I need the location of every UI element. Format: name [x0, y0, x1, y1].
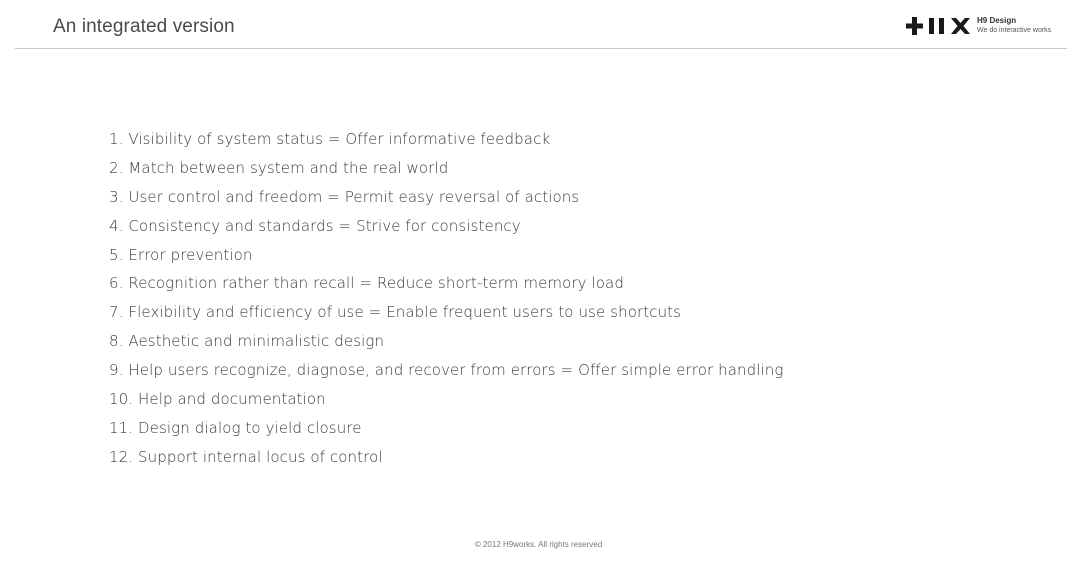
list-item: 8. Aesthetic and minimalistic design — [109, 332, 385, 351]
logo-mark-icon — [906, 17, 970, 35]
list-item: 5. Error prevention — [109, 245, 253, 264]
list-item: 11. Design dialog to yield closure — [109, 418, 362, 437]
list-item: 9. Help users recognize, diagnose, and recover from errors = Offer simple error handling — [109, 361, 784, 380]
list-item: 12. Support internal locus of control — [109, 447, 383, 466]
list-item: 6. Recognition rather than recall = Reduce short-term memory load — [109, 274, 624, 293]
list-item: 4. Consistency and standards = Strive for consistency — [109, 216, 521, 235]
list-item: 3. User control and freedom = Permit easy reversal of actions — [109, 187, 580, 206]
page-title: An integrated version — [53, 16, 235, 37]
principles-list — [109, 127, 784, 474]
header-divider — [15, 48, 1067, 49]
list-item: 1. Visibility of system status = Offer informative feedback — [109, 130, 551, 148]
logo-tagline: We do interactive works — [977, 27, 1052, 34]
list-item: 7. Flexibility and efficiency of use = Enable frequent users to use shortcuts — [109, 303, 682, 322]
copyright-footer: © 2012 H9works. All rights reserved — [474, 540, 603, 549]
list-item: 2. Match between system and the real world — [109, 158, 449, 177]
company-logo — [906, 14, 1066, 38]
logo-brand: H9 Design — [977, 16, 1017, 25]
list-item: 10. Help and documentation — [109, 390, 326, 409]
